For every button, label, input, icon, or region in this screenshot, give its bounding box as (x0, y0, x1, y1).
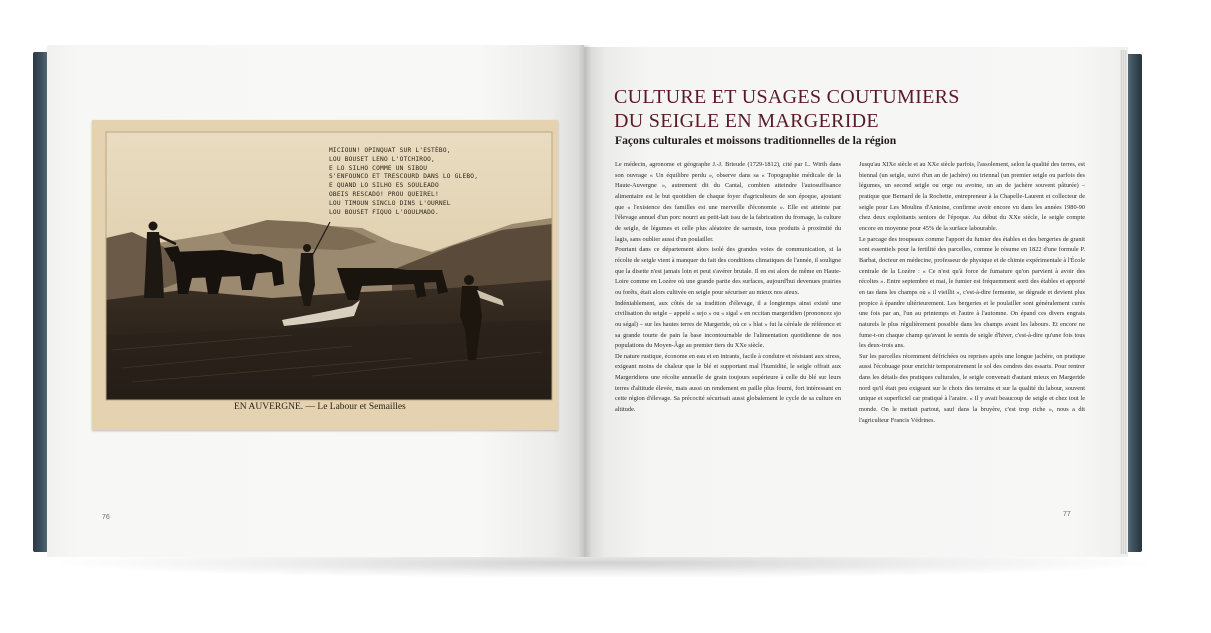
postcard-caption: EN AUVERGNE. — Le Labour et Semailles (234, 402, 406, 412)
verse-line: LOU BOUSET FIQUO L'OOULMADO. (329, 208, 439, 216)
page-edges (1120, 50, 1127, 554)
paragraph: Pourtant dans ce département alors isolé des grandes voies de communication, si la récolte de seigle vient à manquer du fait des conditions climatiques de l'année, il souligne que la disette n'est jamais loin et peut s'avérer brutale. Il en est alors de même en Haute-Loire comme en Lozère où une grande partie des surfaces, aujourd'hui devenues prairies ou forêts, était alors cultivée en seigle pour sécuriser au mieux nos aïeux. (615, 246, 841, 296)
paragraph: De nature rustique, économe en eau et en intrants, facile à conduire et résistant aux stress, exigeant moins de chaleur que le blé et supportant mal l'humidité, le seigle offrait aux Margeridiens une récolte annuelle de grain toujours supérieure à celle du blé sur leurs terres d'altitude élevée, mais aussi un rendement en paille plus fourni, fort intéressant en cette région d'élevage. Sa précocité sécurisait aussi globalement le cycle de sa culture en altitude. (615, 352, 841, 414)
verse-line: E QUAND LO SILHO ES SOULEADO (329, 182, 439, 190)
verse-line: E LO SILHO COMME UN SIBOU (329, 164, 428, 172)
verse-line: S'ENFOUNCO ET TRESCOURD DANS LO GLEBO, (329, 173, 479, 181)
book-gutter (578, 45, 592, 557)
right-page-number: 77 (1063, 511, 1071, 518)
paragraph: Le médecin, agronome et géographe J.-J. Brieude (1729-1812), cité par L. Wirth dans son ouvrage « Un équilibre perdu », observe dans sa « Topographie médicale de la Haute-Auvergne », autrement dit du Cantal, combien atteindre l'autosuffisance alimentaire est le but quotidien de chaque foyer d'agriculteurs de son époque, ajoutant que « l'existence des familles est une merveille d'économie ». Elle est atteinte par l'élevage annuel d'un porc nourri au petit-lait issu de la fabrication du fromage, la culture de seigle, de légumes et celle plus aléatoire de sarrasin, tous produits à proximité du lagis, sans oublier aussi d'un poulailler. (615, 161, 841, 243)
verse-line: MICIOUN! OPINQUAT SUR L'ESTÈBO, (329, 147, 451, 154)
text-column-left (615, 160, 841, 416)
chapter-title-line: CULTURE ET USAGES COUTUMIERS (614, 86, 960, 108)
paragraph: Sur les parcelles récemment défrichées ou reprises après une longue jachère, on pratique aussi l'écobuage pour enrichir temporairement le sol des cendres des essarts. Pour rentrer dans les détails des pratiques culturales, le seigle convenait d'autant mieux en Margeride nord qu'il était peu exigeant sur le choix des terrains et sur la qualité du labour, souvent unique et superficiel car pratiqué à l'araire. « Il y avait beaucoup de seigle et chez tout le monde. On le mettait partout, sauf dans la bruyère, c'est trop riche », nous a dit l'agriculteur Francis Védrines. (859, 352, 1085, 424)
text-column-right (859, 160, 1085, 426)
paragraph: Le parcage des troupeaux comme l'apport du fumier des étables et des bergeries de granit sont essentiels pour la fertilité des parcelles, comme le résume en 1822 d'une formule P. Barbat, docteur en médecine, professeur de physique et de chimie expérimentale à l'École centrale de la Lozère : « Ce n'est qu'à force de fumature qu'on parvient à avoir des récoltes ». Entre septembre et mai, le fumier est fréquemment sorti des étables et apporté en tas dans les champs où « il vieillit », c'est-à-dire fermente, se dégrade et devient plus propice à épandre ultérieurement. Les bergeries et le poulailler sont généralement curés une fois par an, l'un au printemps et l'autre à l'automne. On épand ces divers engrais naturels le plus régulièrement possible dans les champs avant les labours. Et encore ne fume-t-on chaque champ qu'avant le semis de seigle d'hiver, c'est-à-dire qu'une fois tous les deux-trois ans. (859, 235, 1085, 350)
book-cover-right-edge (1126, 54, 1142, 552)
verse-line: LOU TIMOUN SINCLO DINS L'OURNEL (329, 199, 451, 207)
verse-line: OBEIS RESCADO! PROU QUEIREL! (329, 190, 439, 198)
chapter-title-line: DU SEIGLE EN MARGERIDE (614, 110, 879, 132)
postcard-verse (329, 147, 554, 217)
chapter-subtitle: Façons culturales et moissons traditionnelles de la région (615, 134, 897, 147)
left-page-number: 76 (102, 514, 110, 521)
chapter-title (614, 85, 1034, 133)
verse-line: LOU BOUSET LENO L'OTCHIROO, (329, 155, 435, 163)
paragraph: Indéniablement, aux côtés de sa tradition d'élevage, il a longtemps ainsi existé une civilisation du seigle – appelé « sejo » ou « sigal » en occitan margeridien (prononcez sjo ou ségal) – sur les hautes terres de Margeride, où ce « blat » fut la céréale de référence et sa grande tourte de pain la base incontournable de l'alimentation quotidienne de nos populations du Moyen-Âge au premier tiers du XXe siècle. (615, 299, 841, 350)
paragraph: Jusqu'au XIXe siècle et au XXe siècle parfois, l'assolement, selon la qualité des terres, est biennal (un seigle, suivi d'un an de jachère) ou triennal (un premier seigle ou parfois des légumes, un second seigle ou orge ou avoine, un an de jachère souvent pâturée) – pratique que Bernard de la Rochette, entrepreneur à la Chapelle-Laurent et collecteur de seigle pour Les Moulins d'Antoine, confirme avoir encore vu dans les années 1980-90 chez deux exploitants seniors de l'époque. Au début du XXe siècle, le seigle compte encore en moyenne pour 45% de la surface labourable. (859, 161, 1085, 232)
postcard-image (92, 120, 558, 430)
